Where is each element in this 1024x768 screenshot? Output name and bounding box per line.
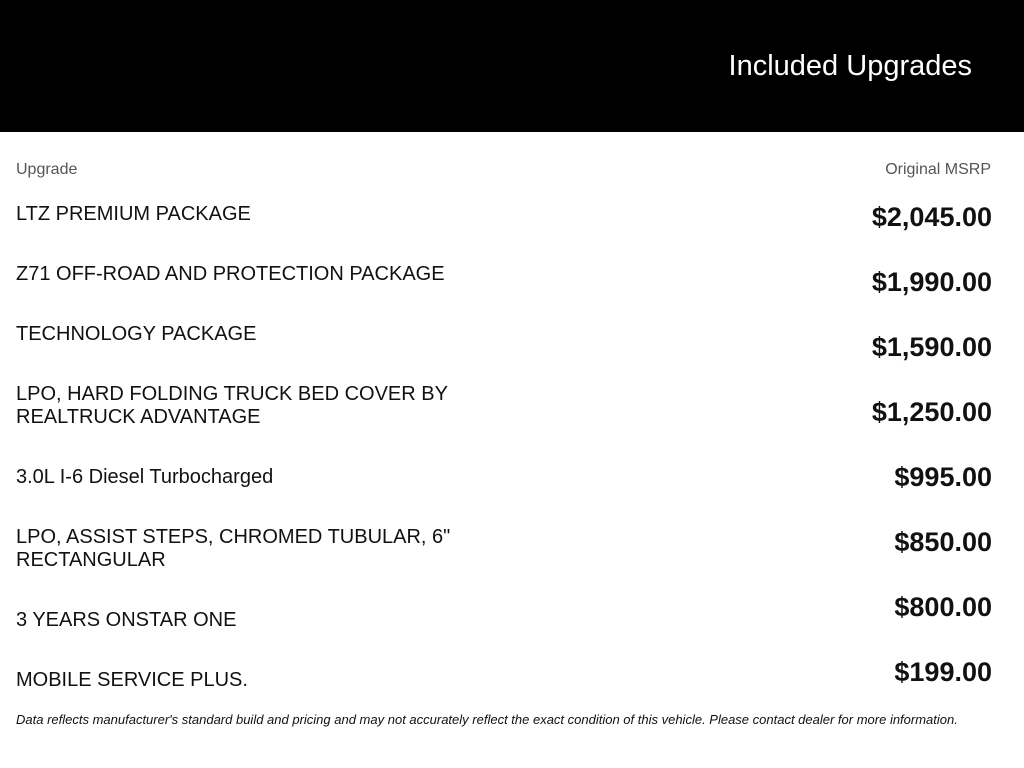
upgrade-name: LPO, HARD FOLDING TRUCK BED COVER BY REALTRUCK ADVANTAGE	[16, 383, 448, 428]
column-header-upgrade: Upgrade	[16, 161, 78, 178]
upgrade-name: 3 YEARS ONSTAR ONE	[16, 609, 237, 631]
upgrade-price: $995.00	[894, 462, 992, 492]
upgrade-name: MOBILE SERVICE PLUS.	[16, 669, 248, 691]
upgrade-price: $2,045.00	[871, 202, 992, 232]
upgrade-price: $199.00	[894, 657, 992, 687]
header-banner	[0, 0, 1024, 132]
upgrade-name: 3.0L I-6 Diesel Turbocharged	[16, 466, 274, 488]
upgrade-price: $1,990.00	[871, 267, 992, 297]
upgrade-name: TECHNOLOGY PACKAGE	[16, 323, 257, 345]
upgrade-name: LTZ PREMIUM PACKAGE	[16, 203, 251, 225]
column-header-msrp: Original MSRP	[885, 161, 991, 178]
disclaimer-text: Data reflects manufacturer's standard build and pricing and may not accurately reflect the exact condition of this vehicle. Please contact dealer for more information.	[16, 712, 958, 727]
upgrade-price: $850.00	[894, 527, 992, 557]
upgrade-price: $800.00	[894, 592, 992, 622]
upgrade-price: $1,250.00	[871, 397, 992, 427]
upgrade-name: LPO, ASSIST STEPS, CHROMED TUBULAR, 6" RECTANGULAR	[16, 526, 451, 571]
upgrade-name: Z71 OFF-ROAD AND PROTECTION PACKAGE	[16, 263, 445, 285]
page-title: Included Upgrades	[728, 50, 972, 82]
upgrade-price: $1,590.00	[871, 332, 992, 362]
